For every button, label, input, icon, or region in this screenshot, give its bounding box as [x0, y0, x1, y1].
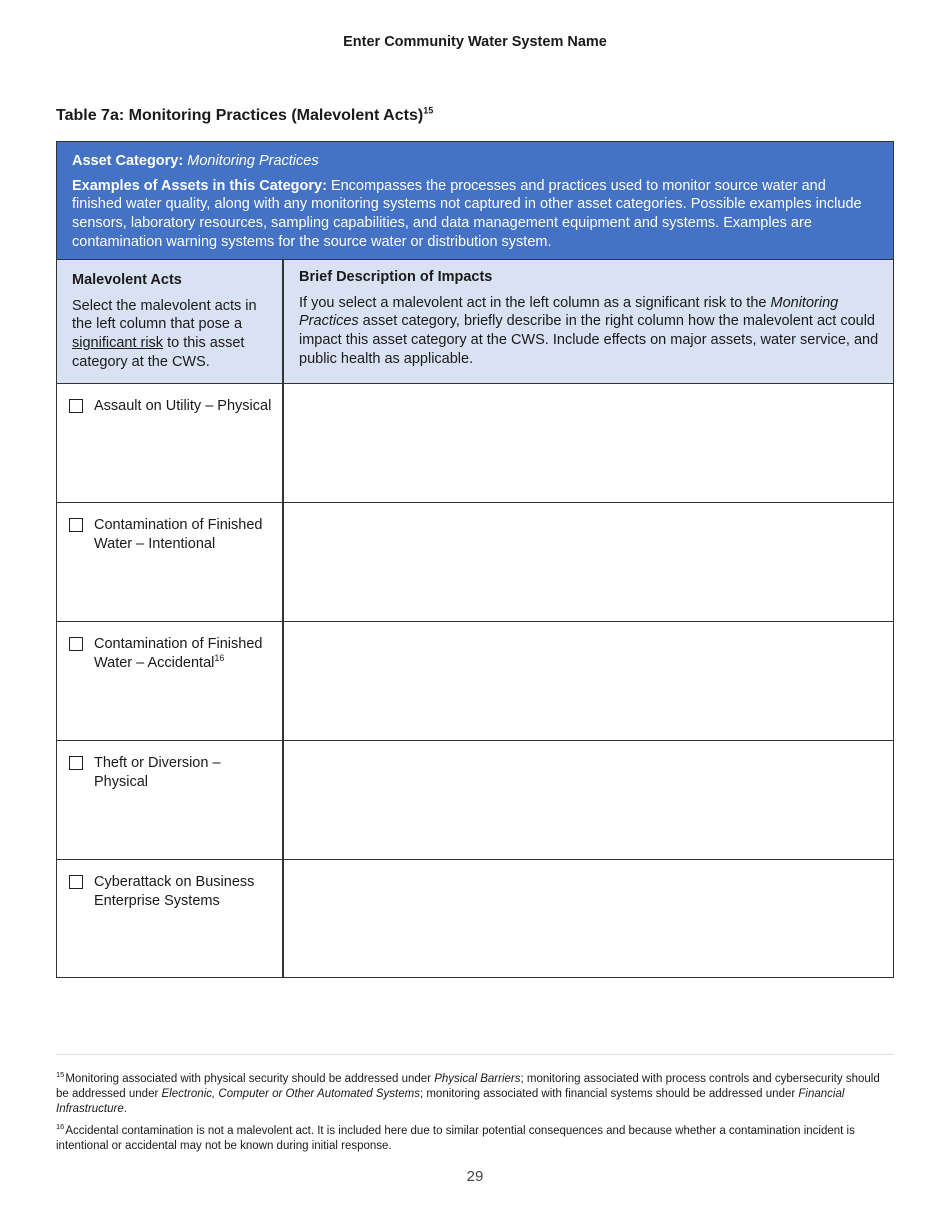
footnote-15: [56, 1072, 894, 1117]
footnote-divider: [56, 1054, 894, 1055]
act-text: Theft or Diversion – Physical: [94, 755, 221, 790]
act-cell: [57, 860, 284, 977]
act-checkbox[interactable]: [69, 518, 83, 532]
impact-description-field[interactable]: [284, 384, 893, 502]
instructions-part-b: to this asset category at the CWS.: [72, 335, 245, 370]
footnote-16-text: Accidental contamination is not a malevolent act. It is included here due to similar potential consequences and because whether a contamination incident is intentional or accidental may not be known during initial response.: [56, 1125, 855, 1152]
asset-category-banner: [57, 142, 893, 260]
impact-description-field[interactable]: [284, 741, 893, 859]
malevolent-acts-title: Malevolent Acts: [72, 272, 182, 288]
footnote-15-italic: Physical Barriers: [434, 1073, 521, 1085]
act-checkbox[interactable]: [69, 875, 83, 889]
act-label: [94, 635, 272, 672]
table-title-text: Table 7a: Monitoring Practices (Malevolent Acts): [56, 107, 424, 124]
asset-category: [72, 152, 878, 171]
impacts-header: [284, 260, 893, 383]
asset-examples-text: Encompasses the processes and practices used to monitor source water and finished water quality, along with any monitoring systems not captured in other asset categories. Possible examples include sensors, laboratory resources, sampling capabilities, and data management equipment and systems. Examples are contamination warning systems for the source water or distribution system.: [72, 177, 862, 250]
act-text: Contamination of Finished Water – Intentional: [94, 517, 263, 552]
table-title: [56, 107, 433, 125]
table-row: [57, 860, 893, 977]
malevolent-acts-instructions: [72, 297, 270, 372]
act-text: Assault on Utility – Physical: [94, 398, 272, 414]
act-label: [94, 516, 272, 553]
act-checkbox[interactable]: [69, 756, 83, 770]
footnote-15-text: ; monitoring associated with process controls and cybersecurity should be addressed under: [56, 1073, 880, 1100]
table-row: [57, 384, 893, 503]
footnote-15-text: Monitoring associated with physical security should be addressed under: [65, 1073, 431, 1085]
malevolent-acts-header: [57, 260, 284, 383]
asset-examples-label: Examples of Assets in this Category:: [72, 177, 327, 194]
asset-category-label: Asset Category:: [72, 153, 184, 169]
page-number: 29: [466, 1168, 484, 1185]
assessment-table: [56, 141, 894, 978]
footnote-15-text: .: [123, 1103, 127, 1115]
table-title-footnote-ref: 15: [423, 105, 434, 116]
act-cell: [57, 741, 284, 859]
act-text: Contamination of Finished Water – Accidental: [94, 636, 263, 671]
asset-category-value: Monitoring Practices: [187, 153, 319, 169]
act-label: [94, 873, 272, 910]
act-cell: [57, 622, 284, 740]
act-label: [94, 754, 272, 791]
act-label: [94, 397, 271, 416]
footnote-15-italic: Electronic, Computer or Other Automated Systems: [161, 1088, 420, 1100]
impact-description-field[interactable]: [284, 622, 893, 740]
act-cell: [57, 503, 284, 621]
impacts-part-b: asset category, briefly describe in the right column how the malevolent act could impact this asset category at the CWS. Include effects on major assets, water service, and public health as applicable.: [299, 313, 879, 367]
impact-description-field[interactable]: [284, 503, 893, 621]
act-checkbox[interactable]: [69, 637, 83, 651]
significant-risk-text: significant risk: [72, 335, 164, 352]
impacts-title: Brief Description of Impacts: [299, 269, 493, 285]
instructions-part-a: Select the malevolent acts in the left column that pose a: [72, 297, 257, 333]
act-text: Cyberattack on Business Enterprise Systems: [94, 874, 255, 909]
impact-description-field[interactable]: [284, 860, 893, 977]
act-footnote-ref: 16: [214, 652, 225, 663]
act-cell: [57, 384, 284, 502]
footnote-16-number: 16: [56, 1122, 65, 1132]
footnote-15-italic: Financial Infrastructure: [56, 1088, 845, 1115]
asset-examples: [72, 177, 878, 252]
impacts-part-a: If you select a malevolent act in the left column as a significant risk to the: [299, 294, 767, 311]
system-name-header[interactable]: Enter Community Water System Name: [343, 34, 607, 50]
act-checkbox[interactable]: [69, 399, 83, 413]
impacts-instructions: [299, 294, 881, 369]
footnote-15-text: ; monitoring associated with financial systems should be addressed under: [419, 1088, 796, 1100]
table-row: [57, 503, 893, 622]
footnote-16: [56, 1124, 894, 1154]
table-row: [57, 622, 893, 741]
table-row: [57, 741, 893, 860]
impacts-category-italic: Monitoring Practices: [299, 294, 839, 330]
footnote-15-number: 15: [56, 1070, 65, 1080]
column-header-row: [57, 260, 893, 384]
